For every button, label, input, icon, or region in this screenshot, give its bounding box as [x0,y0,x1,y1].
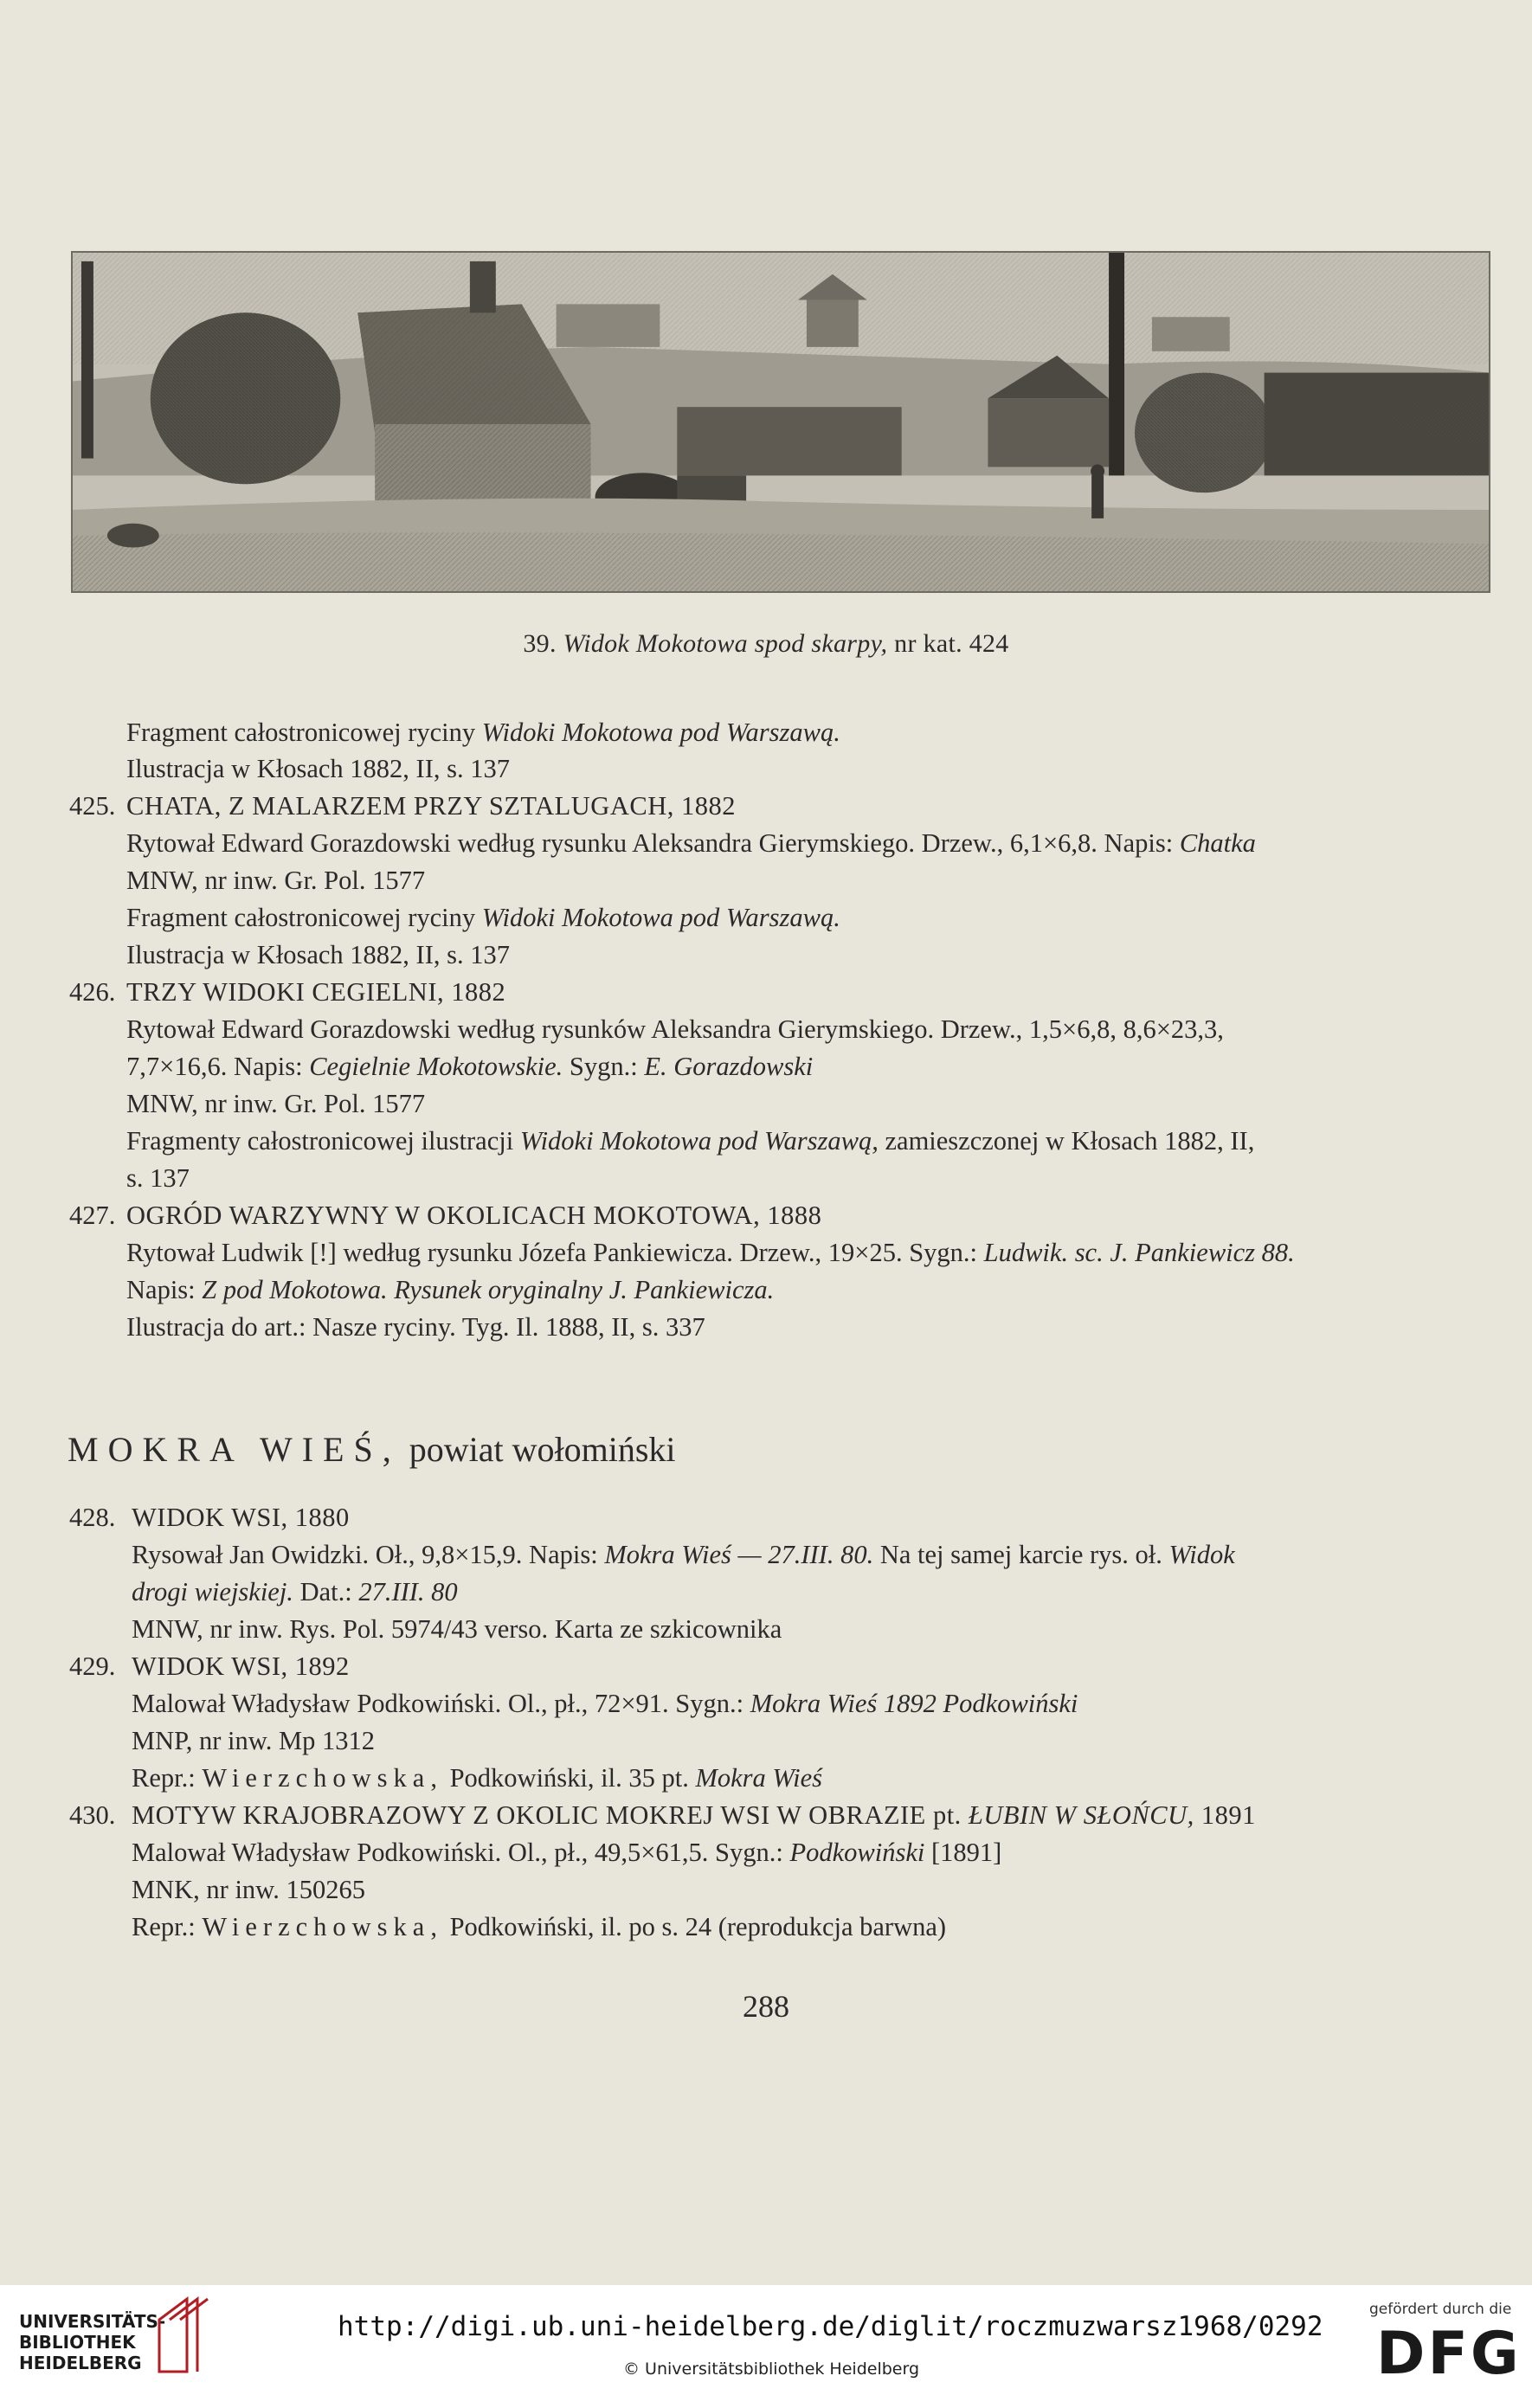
pre-entry-line-1: Fragment całostronicowej ryciny Widoki Mokotowa pod Warszawą. [126,718,840,747]
logo-line-2: BIBLIOTHEK [19,2332,136,2353]
entry-line: MNP, nr inw. Mp 1312 [132,1726,376,1755]
entry-title: WIDOK WSI, 1880 [132,1503,350,1532]
entry-number: 430. [69,1800,116,1830]
entry-line: Napis: Z pod Mokotowa. Rysunek oryginalny J. Pankiewicza. [126,1275,775,1304]
entry-line: Malował Władysław Podkowiński. Ol., pł., 72×91. Sygn.: Mokra Wieś 1892 Podkowiński [132,1689,1078,1718]
entry-number: 428. [69,1503,116,1532]
entry-number: 426. [69,977,116,1007]
dfg-funding-note: gefördert durch die [1369,2301,1512,2318]
entry-line: Rytował Edward Gorazdowski według rysunku Aleksandra Gierymskiego. Drzew., 6,1×6,8. Napis: Chatka [126,828,1256,858]
entry-number: 425. [69,791,116,821]
entry-line: Fragmenty całostronicowej ilustracji Widoki Mokotowa pod Warszawą, zamieszczonej w Kłosach 1882, II, [126,1126,1255,1156]
entry-line: Rytował Ludwik [!] według rysunku Józefa Pankiewicza. Drzew., 19×25. Sygn.: Ludwik. sc. J. Pankiewicz 88. [126,1238,1295,1267]
entry-line: Ilustracja w Kłosach 1882, II, s. 137 [126,940,510,969]
entry-line: MNW, nr inw. Gr. Pol. 1577 [126,866,426,895]
entry-line: Fragment całostronicowej ryciny Widoki Mokotowa pod Warszawą. [126,903,840,932]
section-heading: MOKRA WIEŚ, powiat wołomiński [68,1430,676,1469]
entry-title: TRZY WIDOKI CEGIELNI, 1882 [126,977,506,1007]
entry-title: CHATA, Z MALARZEM PRZY SZTALUGACH, 1882 [126,791,736,821]
entry-number: 429. [69,1651,116,1681]
entry-line: Rytował Edward Gorazdowski według rysunków Aleksandra Gierymskiego. Drzew., 1,5×6,8, 8,6×23,3, [126,1014,1224,1044]
entry-title: WIDOK WSI, 1892 [132,1651,350,1681]
figure-caption [0,629,1532,659]
figure-number: 39. [523,629,557,658]
figure-ref: nr kat. 424 [894,629,1009,658]
entry-number: 427. [69,1201,116,1230]
entry-line: Malował Władysław Podkowiński. Ol., pł., 49,5×61,5. Sygn.: Podkowiński [1891] [132,1838,1002,1867]
entry-title: OGRÓD WARZYWNY W OKOLICACH MOKOTOWA, 1888 [126,1201,822,1230]
entry-line: Ilustracja do art.: Nasze ryciny. Tyg. Il. 1888, II, s. 337 [126,1312,705,1342]
entry-line: MNK, nr inw. 150265 [132,1875,365,1904]
entry-line: MNW, nr inw. Gr. Pol. 1577 [126,1089,426,1118]
permalink-url[interactable]: http://digi.ub.uni-heidelberg.de/diglit/roczmuzwarsz1968/0292 [338,2311,1323,2342]
entry-line: s. 137 [126,1163,190,1193]
entry-line: Repr.: Wierzchowska, Podkowiński, il. po s. 24 (reprodukcja barwna) [132,1912,947,1941]
entry-line: 7,7×16,6. Napis: Cegielnie Mokotowskie. Sygn.: E. Gorazdowski [126,1052,814,1081]
engraving-illustration [71,251,1490,593]
entry-line: MNW, nr inw. Rys. Pol. 5974/43 verso. Karta ze szkicownika [132,1614,782,1644]
entry-line: Rysował Jan Owidzki. Oł., 9,8×15,9. Napis: Mokra Wieś — 27.III. 80. Na tej samej karcie rys. oł. Widok [132,1540,1235,1569]
page-number: 288 [743,1989,789,2024]
library-emblem-icon [152,2294,213,2377]
entry-title: MOTYW KRAJOBRAZOWY Z OKOLIC MOKREJ WSI W OBRAZIE pt. ŁUBIN W SŁOŃCU, 1891 [132,1800,1256,1830]
copyright-notice: © Universitätsbibliothek Heidelberg [623,2360,920,2379]
entry-line: Repr.: Wierzchowska, Podkowiński, il. 35 pt. Mokra Wieś [132,1763,822,1793]
entry-line: drogi wiejskiej. Dat.: 27.III. 80 [132,1577,458,1606]
figure-title: Widok Mokotowa spod skarpy, [563,629,888,658]
logo-line-1: UNIVERSITÄTS- [19,2311,166,2332]
university-library-logo[interactable] [19,2311,165,2373]
pre-entry-line-2: Ilustracja w Kłosach 1882, II, s. 137 [126,754,510,783]
dfg-logo[interactable]: DFG [1376,2320,1522,2388]
footer-bar [0,2285,1532,2408]
logo-line-3: HEIDELBERG [19,2353,142,2373]
